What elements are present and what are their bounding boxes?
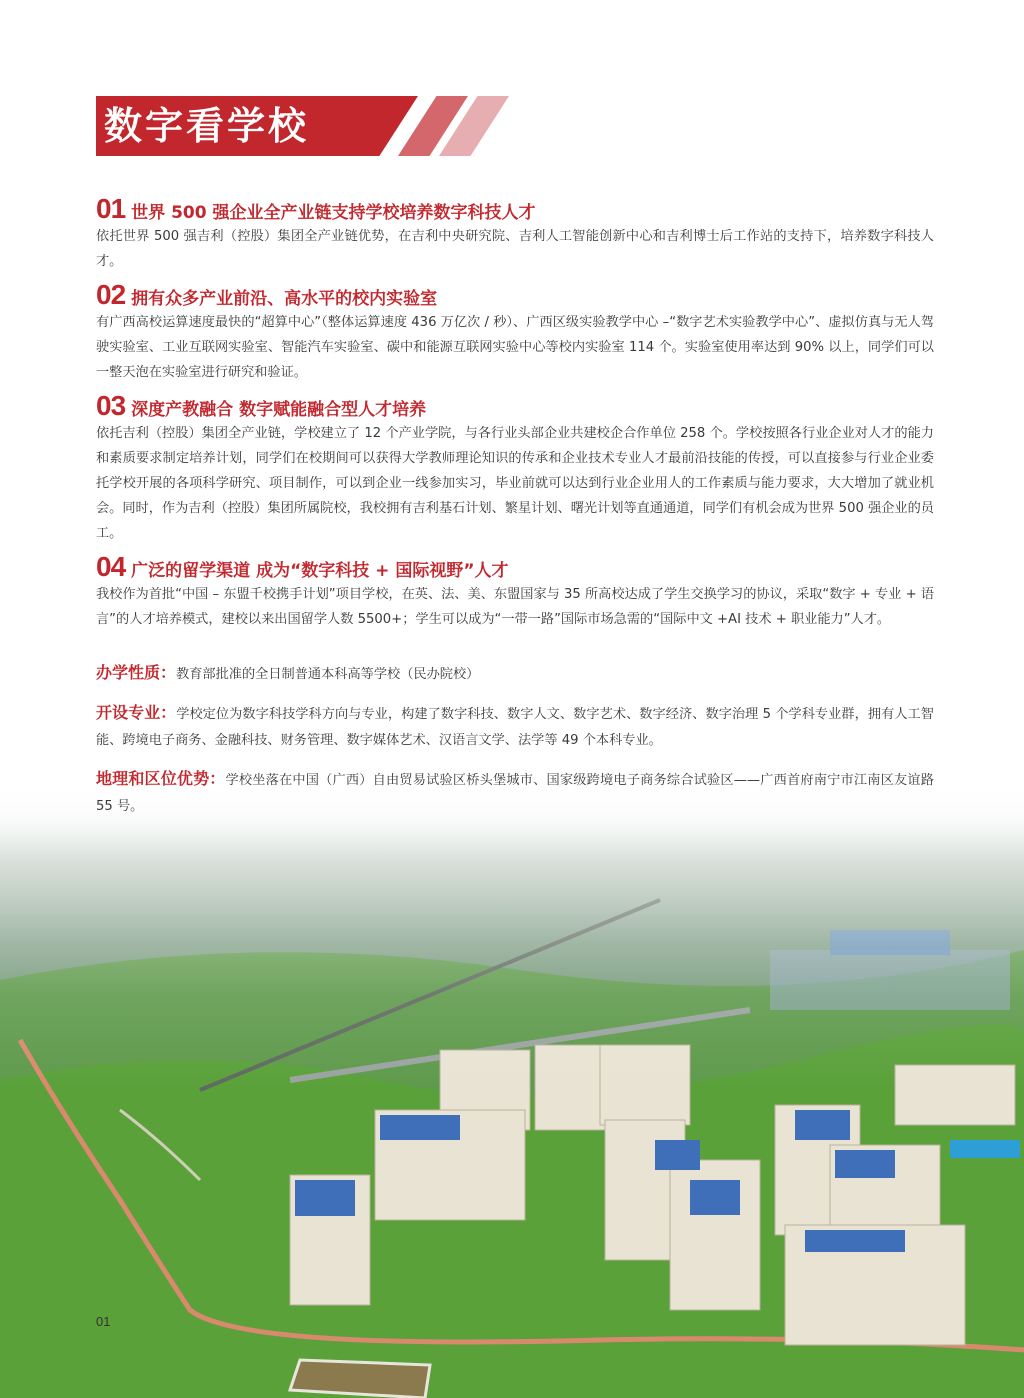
highlight-title: 拥有众多产业前沿、高水平的校内实验室 [131,289,438,309]
highlight-number: 04 [96,551,126,582]
fact-text: 教育部批准的全日制普通本科高等学校（民办院校） [176,667,480,682]
highlight-section [96,280,934,385]
highlight-heading [96,194,934,224]
aerial-campus-photo [0,780,1024,1398]
section-banner [96,96,496,156]
fact-text: 学校坐落在中国（广西）自由贸易试验区桥头堡城市、国家级跨境电子商务综合试验区——广西首府南宁市江南区友谊路 55 号。 [96,773,934,814]
school-facts [96,660,934,832]
highlight-body: 我校作为首批“中国 – 东盟千校携手计划”项目学校，在英、法、美、东盟国家与 35 所高校达成了学生交换学习的协议，采取“数字 + 专业 + 语言”的人才培养模式，建校以来出国留学人数 5500+；学生可以成为“一带一路”国际市场急需的“国际中文 +AI 技术 + 职业能力”人才。 [96,587,934,627]
fact-school-type [96,660,934,688]
fact-text: 学校定位为数字科技学科方向与专业，构建了数字科技、数字人文、数字艺术、数字经济、数字治理 5 个学科专业群，拥有人工智能、跨境电子商务、金融科技、财务管理、数字媒体艺术、汉语言文学、法学等 49 个本科专业。 [96,707,934,748]
fact-label: 开设专业： [96,703,177,722]
highlight-title: 深度产教融合 数字赋能融合型人才培养 [131,400,427,420]
fact-location [96,766,934,820]
campus-illustration [0,780,1024,1398]
highlight-heading [96,552,934,582]
highlight-title: 世界 500 强企业全产业链支持学校培养数字科技人才 [131,203,536,223]
page-title: 数字看学校 [104,104,310,148]
page-number: 01 [96,1314,111,1329]
fact-label: 地理和区位优势： [96,769,226,788]
highlight-number: 03 [96,390,126,421]
fact-label: 办学性质： [96,663,177,682]
highlight-section [96,552,934,632]
highlight-number: 02 [96,279,126,310]
fact-majors [96,700,934,754]
highlight-section [96,194,934,274]
highlight-body: 依托世界 500 强吉利（控股）集团全产业链优势，在吉利中央研究院、吉利人工智能创新中心和吉利博士后工作站的支持下，培养数字科技人才。 [96,229,934,269]
highlight-body: 依托吉利（控股）集团全产业链，学校建立了 12 个产业学院，与各行业头部企业共建校企合作单位 258 个。学校按照各行业企业对人才的能力和素质要求制定培养计划，同学们在校期间可以获得大学教师理论知识的传承和企业技术专业人才最前沿技能的传授，可以直接参与行业企业委托学校开展的各项科学研究、项目制作，可以到企业一线参加实习，毕业前就可以达到行业企业用人的工作素质与能力要求，大大增加了就业机会。同时，作为吉利（控股）集团所属院校，我校拥有吉利基石计划、繁星计划、曙光计划等直通通道，同学们有机会成为世界 500 强企业的员工。 [96,426,934,541]
highlights-list [96,194,934,638]
highlight-section [96,391,934,546]
highlight-heading [96,280,934,310]
highlight-title: 广泛的留学渠道 成为“数字科技 + 国际视野”人才 [131,561,509,581]
highlight-heading [96,391,934,421]
highlight-number: 01 [96,193,126,224]
highlight-body: 有广西高校运算速度最快的“超算中心”（整体运算速度 436 万亿次 / 秒）、广西区级实验教学中心 –“数字艺术实验教学中心”、虚拟仿真与无人驾驶实验室、工业互联网实验室、智能汽车实验室、碳中和能源互联网实验中心等校内实验室 114 个。实验室使用率达到 90% 以上，同学们可以一整天泡在实验室进行研究和验证。 [96,315,934,380]
